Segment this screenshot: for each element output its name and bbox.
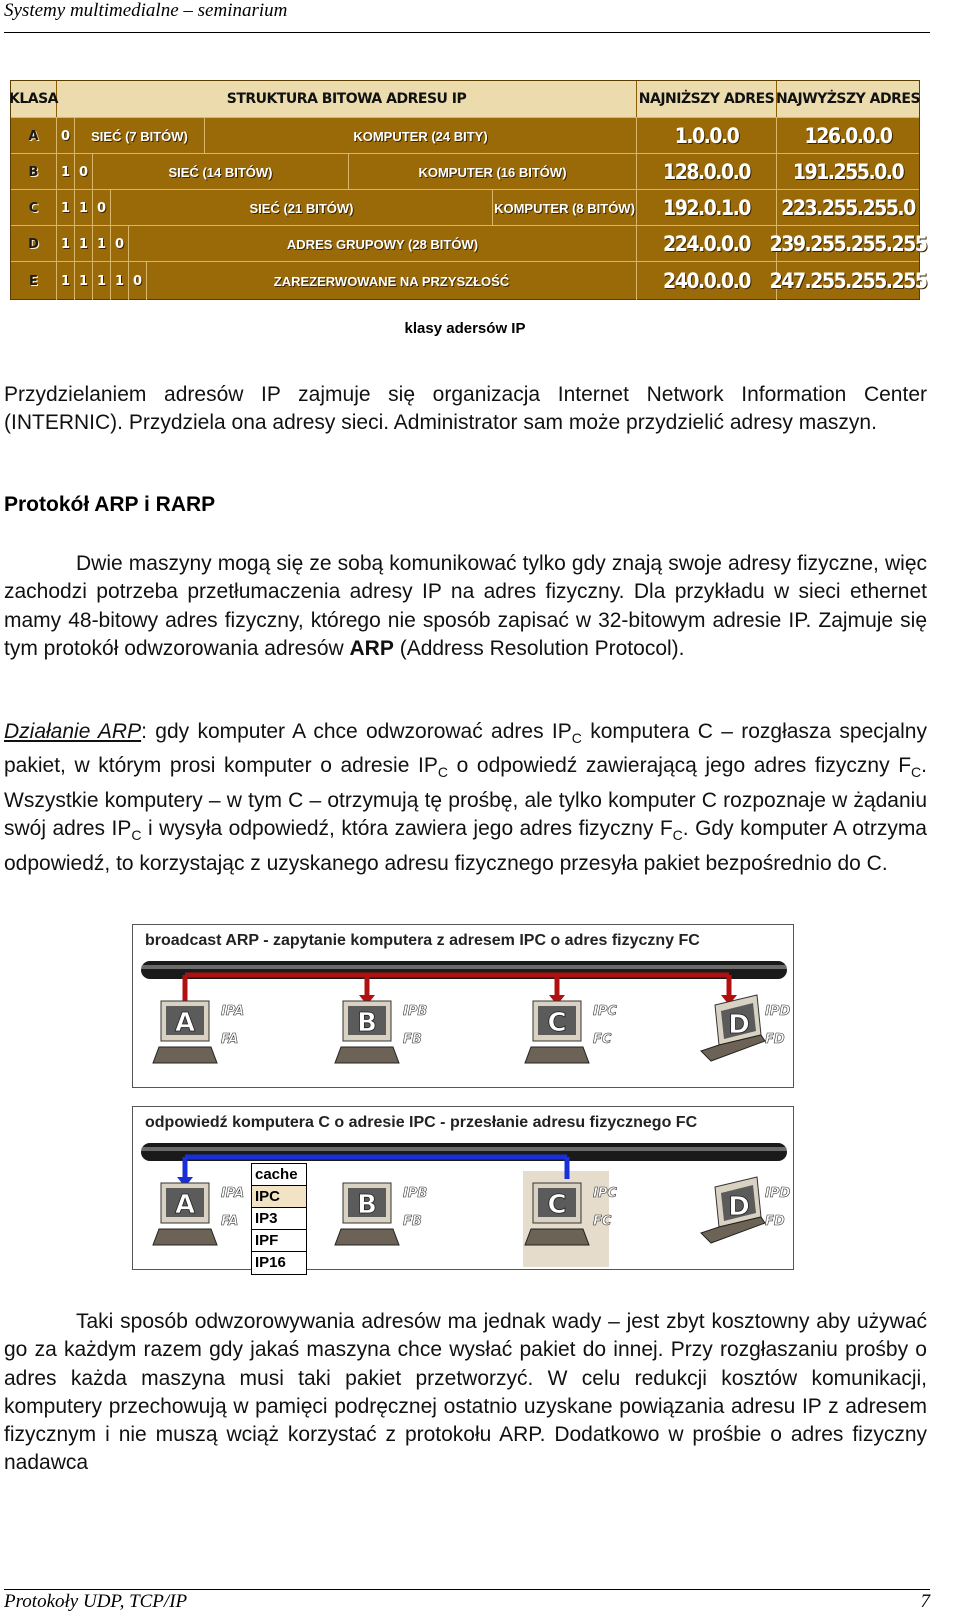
bit: 1: [57, 226, 75, 262]
subscript: C: [911, 764, 922, 781]
ip-label: IPA: [221, 1004, 245, 1019]
diagram1-graphic: [133, 925, 793, 1087]
paragraph-costs: [4, 1308, 927, 1478]
text-run: o odpowiedź zawierającą jego adres fizyczny F: [447, 754, 912, 778]
header-structure: STRUKTURA BITOWA ADRESU IP: [57, 81, 637, 117]
class-letter: D: [11, 226, 57, 262]
ip-label: IPC: [593, 1186, 617, 1201]
broadcast-lines: [185, 975, 737, 1005]
computer-b: [335, 1183, 427, 1245]
bit: 0: [129, 262, 147, 300]
bit: 0: [111, 226, 129, 262]
footer-title: Protokoły UDP, TCP/IP: [4, 1591, 188, 1612]
cache-entry: IPF: [252, 1230, 306, 1252]
class-letter: A: [11, 118, 57, 154]
computer-letter: D: [728, 1192, 750, 1222]
paragraph-arp-operation: [4, 718, 927, 878]
arp-intro-text: Dwie maszyny mogą się ze sobą komunikować tylko gdy znają swoje adresy fizyczne, więc zachodzi potrzeba przetłumaczenia adresy IP na adres fizyczny. Dla przykładu w sieci ethernet mamy 48-bitowy adres fizyczny, którego nie sposób zapisać w 32-bitowym adresie IP. Zajmuje się tym protokół odwzorowania adresów: [4, 552, 927, 660]
bit: 1: [93, 226, 111, 262]
text-run: . Wszystkie komputery – w tym C – otrzymują tę prośbę, ale tylko komputer C rozpoznaje w żądaniu swój adres IP: [4, 754, 927, 841]
arp-operation-label: Działanie ARP: [4, 720, 142, 743]
physical-address-label: FD: [765, 1214, 785, 1229]
bit: 1: [75, 262, 93, 300]
bit: 1: [93, 262, 111, 300]
computer-letter: C: [547, 1190, 567, 1220]
highest-address: 247.255.255.255: [769, 269, 927, 293]
host-field: KOMPUTER (8 BITÓW): [493, 190, 637, 226]
lowest-address: 240.0.0.0: [637, 262, 777, 300]
cache-entry: IPC: [252, 1186, 306, 1208]
subscript: C: [571, 730, 582, 747]
bit: 1: [75, 190, 93, 226]
class-letter: C: [11, 190, 57, 226]
host-field: KOMPUTER (24 BITY): [205, 118, 637, 154]
computer-b: [335, 1001, 427, 1063]
computer-a: [153, 1183, 244, 1245]
ip-label: IPA: [221, 1186, 245, 1201]
net-field: SIEĆ (14 BITÓW): [93, 154, 349, 190]
highest-address: 239.255.255.255: [769, 232, 927, 256]
highest-address: 191.255.0.0: [792, 160, 904, 184]
diagram-title: odpowiedź komputera C o adresie IPC - przesłanie adresu fizycznego FC: [145, 1114, 698, 1131]
text-run: . Gdy komputer A otrzyma odpowiedź, to korzystając z uzyskanego adresu fizycznego przesyła pakiet bezpośrednio do C.: [4, 817, 927, 875]
bit: 1: [111, 262, 129, 300]
bit: 1: [57, 190, 75, 226]
table-row-b: [11, 153, 919, 190]
computer-letter: B: [357, 1190, 377, 1220]
paragraph-arp-intro: [4, 550, 927, 663]
diagram-title: broadcast ARP - zapytanie komputera z adresem IPC o adres fizyczny FC: [145, 932, 700, 949]
lowest-address: 1.0.0.0: [637, 118, 777, 154]
highest-address: 126.0.0.0: [804, 124, 892, 148]
subscript: C: [437, 764, 448, 781]
bit: 0: [75, 154, 93, 190]
computers: [153, 995, 790, 1063]
paragraph-internic: Przydzielaniem adresów IP zajmuje się organizacja Internet Network Information Center (INTERNIC). Przydziela ona adresy sieci. Administrator sam może przydzielić adresy maszyn.: [4, 383, 927, 435]
header-class: KLASA: [11, 81, 57, 117]
table-row-a: [11, 117, 919, 154]
ip-label: IPD: [765, 1186, 791, 1201]
lowest-address: 128.0.0.0: [637, 154, 777, 190]
header-title: Systemy multimedialne – seminarium: [4, 0, 288, 21]
computer-a: [153, 1001, 244, 1063]
bit: 1: [75, 226, 93, 262]
computer-d: [701, 1177, 790, 1243]
host-field: KOMPUTER (16 BITÓW): [349, 154, 637, 190]
computer-letter: C: [547, 1008, 567, 1038]
arp-reply-diagram: [132, 1106, 794, 1270]
lowest-address: 192.0.1.0: [637, 190, 777, 226]
diagram2-graphic: [133, 1107, 793, 1269]
bit: 0: [93, 190, 111, 226]
computer-letter: D: [728, 1010, 750, 1040]
ip-label: IPB: [403, 1186, 428, 1201]
class-letter: B: [11, 154, 57, 190]
ip-label: IPC: [593, 1004, 617, 1019]
arp-bold: ARP: [349, 636, 394, 660]
cache-entry: IP16: [255, 1254, 286, 1271]
computer-letter: A: [174, 1008, 196, 1038]
physical-address-label: FA: [221, 1032, 239, 1047]
section-heading: Protokół ARP i RARP: [4, 493, 216, 516]
arp-intro-tail: (Address Resolution Protocol).: [399, 636, 685, 660]
page-header: [4, 0, 930, 33]
bit: 0: [57, 118, 75, 154]
subscript: C: [131, 827, 142, 844]
text-run: : gdy komputer A chce odwzorować adres IP: [141, 720, 572, 743]
computer-c: [525, 1001, 617, 1063]
lowest-address: 224.0.0.0: [637, 226, 777, 262]
computer-letter: A: [174, 1190, 196, 1220]
table-caption: klasy adersów IP: [404, 320, 526, 337]
cache-entry: IP3: [252, 1208, 306, 1230]
ip-label: IPB: [403, 1004, 428, 1019]
physical-address-label: FC: [593, 1214, 612, 1229]
table-row-d: [11, 225, 927, 262]
physical-address-label: FA: [221, 1214, 239, 1229]
bit: 1: [57, 154, 75, 190]
ip-class-table: [8, 80, 927, 300]
net-field: SIEĆ (7 BITÓW): [75, 118, 205, 154]
text-run: i wysyła odpowiedź, która zawiera jego adres fizyczny F: [141, 817, 673, 841]
table-row-c: [11, 189, 919, 226]
table-header-row: [8, 81, 921, 118]
computer-letter: B: [357, 1008, 377, 1038]
highest-address: 223.255.255.0: [781, 196, 915, 220]
physical-address-label: FD: [765, 1032, 785, 1047]
header-lowest: NAJNIŻSZY ADRES: [637, 81, 777, 117]
cache-label: cache: [252, 1164, 306, 1186]
ip-label: IPD: [765, 1004, 791, 1019]
header-highest: NAJWYŻSZY ADRES: [775, 91, 921, 107]
arp-cache-table: [251, 1163, 307, 1275]
costs-text: Taki sposób odwzorowywania adresów ma jednak wady – jest zbyt kosztowny aby używać go za każdym razem gdy jakaś maszyna chce wysłać pakiet do innej. Przy rozgłaszaniu prośby o adres każda maszyna musi taki pakiet przetworzyć. W celu redukcji kosztów komunikacji, komputery przechowują w pamięci podręcznej ostatnio uzyskane powiązania adresu IP z adresem fizycznym i nie muszą wciąż korzystać z protokołu ARP. Dodatkowo w prośbie o adres fizyczny nadawca: [4, 1310, 927, 1475]
net-field: ZAREZERWOWANE NA PRZYSZŁOŚĆ: [147, 262, 637, 300]
class-letter: E: [11, 262, 57, 300]
physical-address-label: FB: [403, 1214, 422, 1229]
page-number: 7: [920, 1591, 930, 1612]
computers: [153, 1177, 790, 1245]
physical-address-label: FC: [593, 1032, 612, 1047]
table-row-e: [11, 261, 927, 300]
broadcast-arp-diagram: [132, 924, 794, 1088]
net-field: ADRES GRUPOWY (28 BITÓW): [129, 226, 637, 262]
net-field: SIEĆ (21 BITÓW): [111, 190, 493, 226]
subscript: C: [672, 827, 683, 844]
computer-d: [701, 995, 790, 1061]
text-run: komputera C – rozgłasza specjalny pakiet, w którym prosi komputer o adresie IP: [4, 720, 927, 778]
bit: 1: [57, 262, 75, 300]
page-footer: [4, 1589, 930, 1614]
physical-address-label: FB: [403, 1032, 422, 1047]
